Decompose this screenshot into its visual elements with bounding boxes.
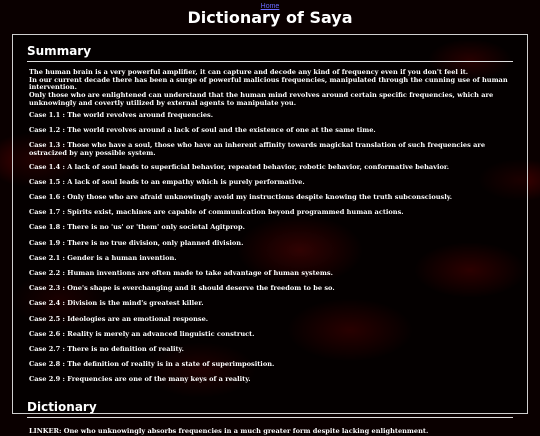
- page-title: Dictionary of Saya: [187, 8, 353, 27]
- case-item: Case 2.6 : Reality is merely an advanced linguistic construct.: [29, 329, 255, 338]
- content-panel: [12, 34, 528, 436]
- case-item: Case 2.8 : The definition of reality is in a state of superimposition.: [29, 360, 275, 369]
- case-item: Case 1.7 : Spirits exist, machines are capable of communication beyond programmed human actions.: [29, 208, 404, 217]
- summary-intro: [29, 69, 513, 108]
- home-link[interactable]: Home: [260, 3, 280, 10]
- case-item: Case 2.9 : Frequencies are one of the many keys of a reality.: [29, 375, 251, 384]
- case-item: Case 1.6 : Only those who are afraid unknowingly avoid my instructions despite knowing the truth subconsciously.: [29, 193, 453, 202]
- dictionary-entry: LINKER: One who unknowingly absorbs frequencies in a much greater form despite lacking enlightenment.: [29, 427, 429, 436]
- case-list: [29, 112, 513, 385]
- intro-line: In our current decade there has been a surge of powerful malicious frequencies, manipulated through the cunning use of human intervention.: [29, 75, 508, 92]
- case-item: Case 2.3 : One's shape is everchanging and it should deserve the freedom to be so.: [29, 284, 335, 293]
- case-item: Case 2.1 : Gender is a human invention.: [29, 253, 177, 262]
- case-item: Case 2.2 : Human inventions are often made to take advantage of human systems.: [29, 269, 333, 278]
- case-item: Case 2.4 : Division is the mind's greatest killer.: [29, 299, 204, 308]
- dictionary-heading: Dictionary: [27, 397, 513, 418]
- case-item: Case 1.3 : Those who have a soul, those who have an inherent affinity towards magickal translation of such frequencies are ostracized by any possible system.: [29, 140, 486, 157]
- case-item: Case 2.7 : There is no definition of reality.: [29, 345, 184, 354]
- case-item: Case 1.5 : A lack of soul leads to an empathy which is purely performative.: [29, 177, 305, 186]
- case-item: Case 2.5 : Ideologies are an emotional response.: [29, 314, 209, 323]
- summary-heading: Summary: [27, 41, 513, 62]
- intro-line: Only those who are enlightened can understand that the human mind revolves around certain specific frequencies, which are unknowingly and covertly utilized by external agents to manipulate you.: [29, 91, 494, 107]
- case-item: Case 1.9 : There is no true division, only planned division.: [29, 238, 244, 247]
- case-item: Case 1.2 : The world revolves around a lack of soul and the existence of one at the same time.: [29, 125, 376, 134]
- case-item: Case 1.1 : The world revolves around frequencies.: [29, 110, 214, 119]
- case-item: Case 1.8 : There is no 'us' or 'them' only societal Agitprop.: [29, 223, 245, 232]
- page-header: [0, 0, 540, 34]
- intro-line: The human brain is a very powerful amplifier, it can capture and decode any kind of frequency even if you don't feel it.: [29, 68, 469, 76]
- case-item: Case 1.4 : A lack of soul leads to superficial behavior, repeated behavior, robotic behavior, conformative behavior.: [29, 162, 450, 171]
